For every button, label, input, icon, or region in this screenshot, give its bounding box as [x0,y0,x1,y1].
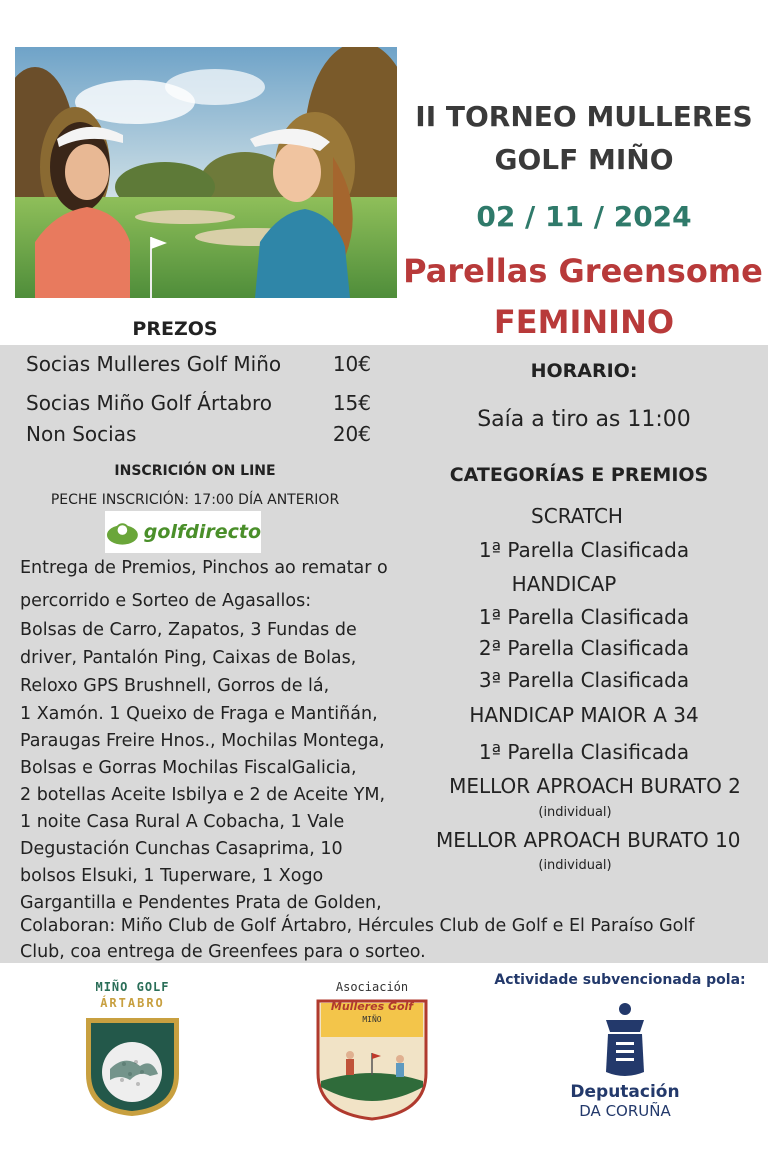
prizes-line-7: Bolsas e Gorras Mochilas FiscalGalicia, [20,758,357,778]
asociacion-mulleres-golf-logo [312,980,432,1125]
deputacion-coruna-logo [560,1000,690,1125]
deputacion-line2: DA CORUÑA [579,1102,671,1120]
golfdirecto-link[interactable] [105,511,261,553]
tournament-title-line2: GOLF MIÑO [494,143,674,176]
event-date: 02 / 11 / 2024 [476,200,692,233]
artabro-emblem-icon [80,1014,185,1118]
prizes-line-2: Bolsas de Carro, Zapatos, 3 Fundas de [20,620,357,640]
category-scratch-prize-1: 1ª Parella Clasificada [478,538,690,562]
prizes-line-10: Degustación Cunchas Casaprima, 10 [20,839,343,859]
approach-hole-10-note: (individual) [538,858,612,873]
category-approach-hole-10: MELLOR APROACH BURATO 10 [436,828,741,852]
category-handicap-prize-1: 1ª Parella Clasificada [478,605,690,629]
price-row [26,352,371,376]
categories-heading: CATEGORÍAS E PREMIOS [449,464,709,486]
collaborators-line2: Club, coa entrega de Greenfees para o sorteo. [20,942,426,962]
hero-illustration [15,47,397,298]
prizes-line-0: Entrega de Premios, Pinchos ao rematar o [20,558,388,578]
registration-heading: INSCRICIÓN ON LINE [114,463,276,479]
prizes-line-11: bolsos Elsuki, 1 Tuperware, 1 Xogo [20,866,324,886]
prizes-line-4: Reloxo GPS Brushnell, Gorros de lá, [20,676,330,696]
deputacion-tower-icon [560,1000,690,1080]
schedule-heading: HORARIO: [530,360,638,382]
subsidy-caption: Actividade subvencionada pola: [494,972,746,988]
prizes-line-5: 1 Xamón. 1 Queixo de Fraga e Mantiñán, [20,704,378,724]
approach-hole-2-note: (individual) [538,805,612,820]
prizes-line-6: Paraugas Freire Hnos., Mochilas Montega, [20,731,385,751]
registration-deadline: PECHE INSCRICIÓN: 17:00 DÍA ANTERIOR [50,492,340,508]
schedule-text: Saía a tiro as 11:00 [477,407,691,432]
artabro-logo-line2: ÁRTABRO [100,996,165,1010]
asociacion-logo-caption: Asociación [335,980,409,994]
golfdirecto-logo-text: golfdirecto [143,521,261,543]
price-value: 20€ [332,422,371,446]
artabro-logo-line1: MIÑO GOLF [95,980,170,994]
golfdirecto-logo-icon [105,517,140,547]
price-row [26,391,371,415]
price-row [26,422,371,446]
prizes-line-3: driver, Pantalón Ping, Caixas de Bolas, [20,648,357,668]
asociacion-logo-sub: MIÑO [362,1015,382,1024]
tournament-title-line1: II TORNEO MULLERES [415,100,753,133]
prizes-line-12: Gargantilla e Pendentes Prata de Golden, [20,893,382,913]
price-value: 10€ [332,352,371,376]
price-label: Socias Mulleres Golf Miño [26,352,282,376]
format-line1: Parellas Greensome [403,252,763,290]
category-handicap-prize-3: 3ª Parella Clasificada [478,668,690,692]
category-handicap: HANDICAP [511,572,617,596]
asociacion-logo-name: Mulleres Golf [330,1000,414,1013]
category-scratch: SCRATCH [531,504,623,528]
format-line2: FEMININO [493,303,675,341]
prizes-line-8: 2 botellas Aceite Isbilya e 2 de Aceite YM, [20,785,386,805]
mino-golf-artabro-logo [80,980,185,1120]
category-handicap-over-34-prize-1: 1ª Parella Clasificada [478,740,690,764]
prices-heading: PREZOS [132,318,218,340]
category-handicap-prize-2: 2ª Parella Clasificada [478,636,690,660]
price-value: 15€ [332,391,371,415]
price-label: Non Socias [26,422,137,446]
prizes-line-9: 1 noite Casa Rural A Cobacha, 1 Vale [20,812,345,832]
price-label: Socias Miño Golf Ártabro [26,391,273,415]
category-approach-hole-2: MELLOR APROACH BURATO 2 [449,774,741,798]
deputacion-line1: Deputación [570,1082,680,1102]
prizes-line-1: percorrido e Sorteo de Agasallos: [20,591,312,611]
collaborators-line1: Colaboran: Miño Club de Golf Ártabro, Hércules Club de Golf e El Paraíso Golf [20,916,695,936]
category-handicap-over-34: HANDICAP MAIOR A 34 [469,703,699,727]
